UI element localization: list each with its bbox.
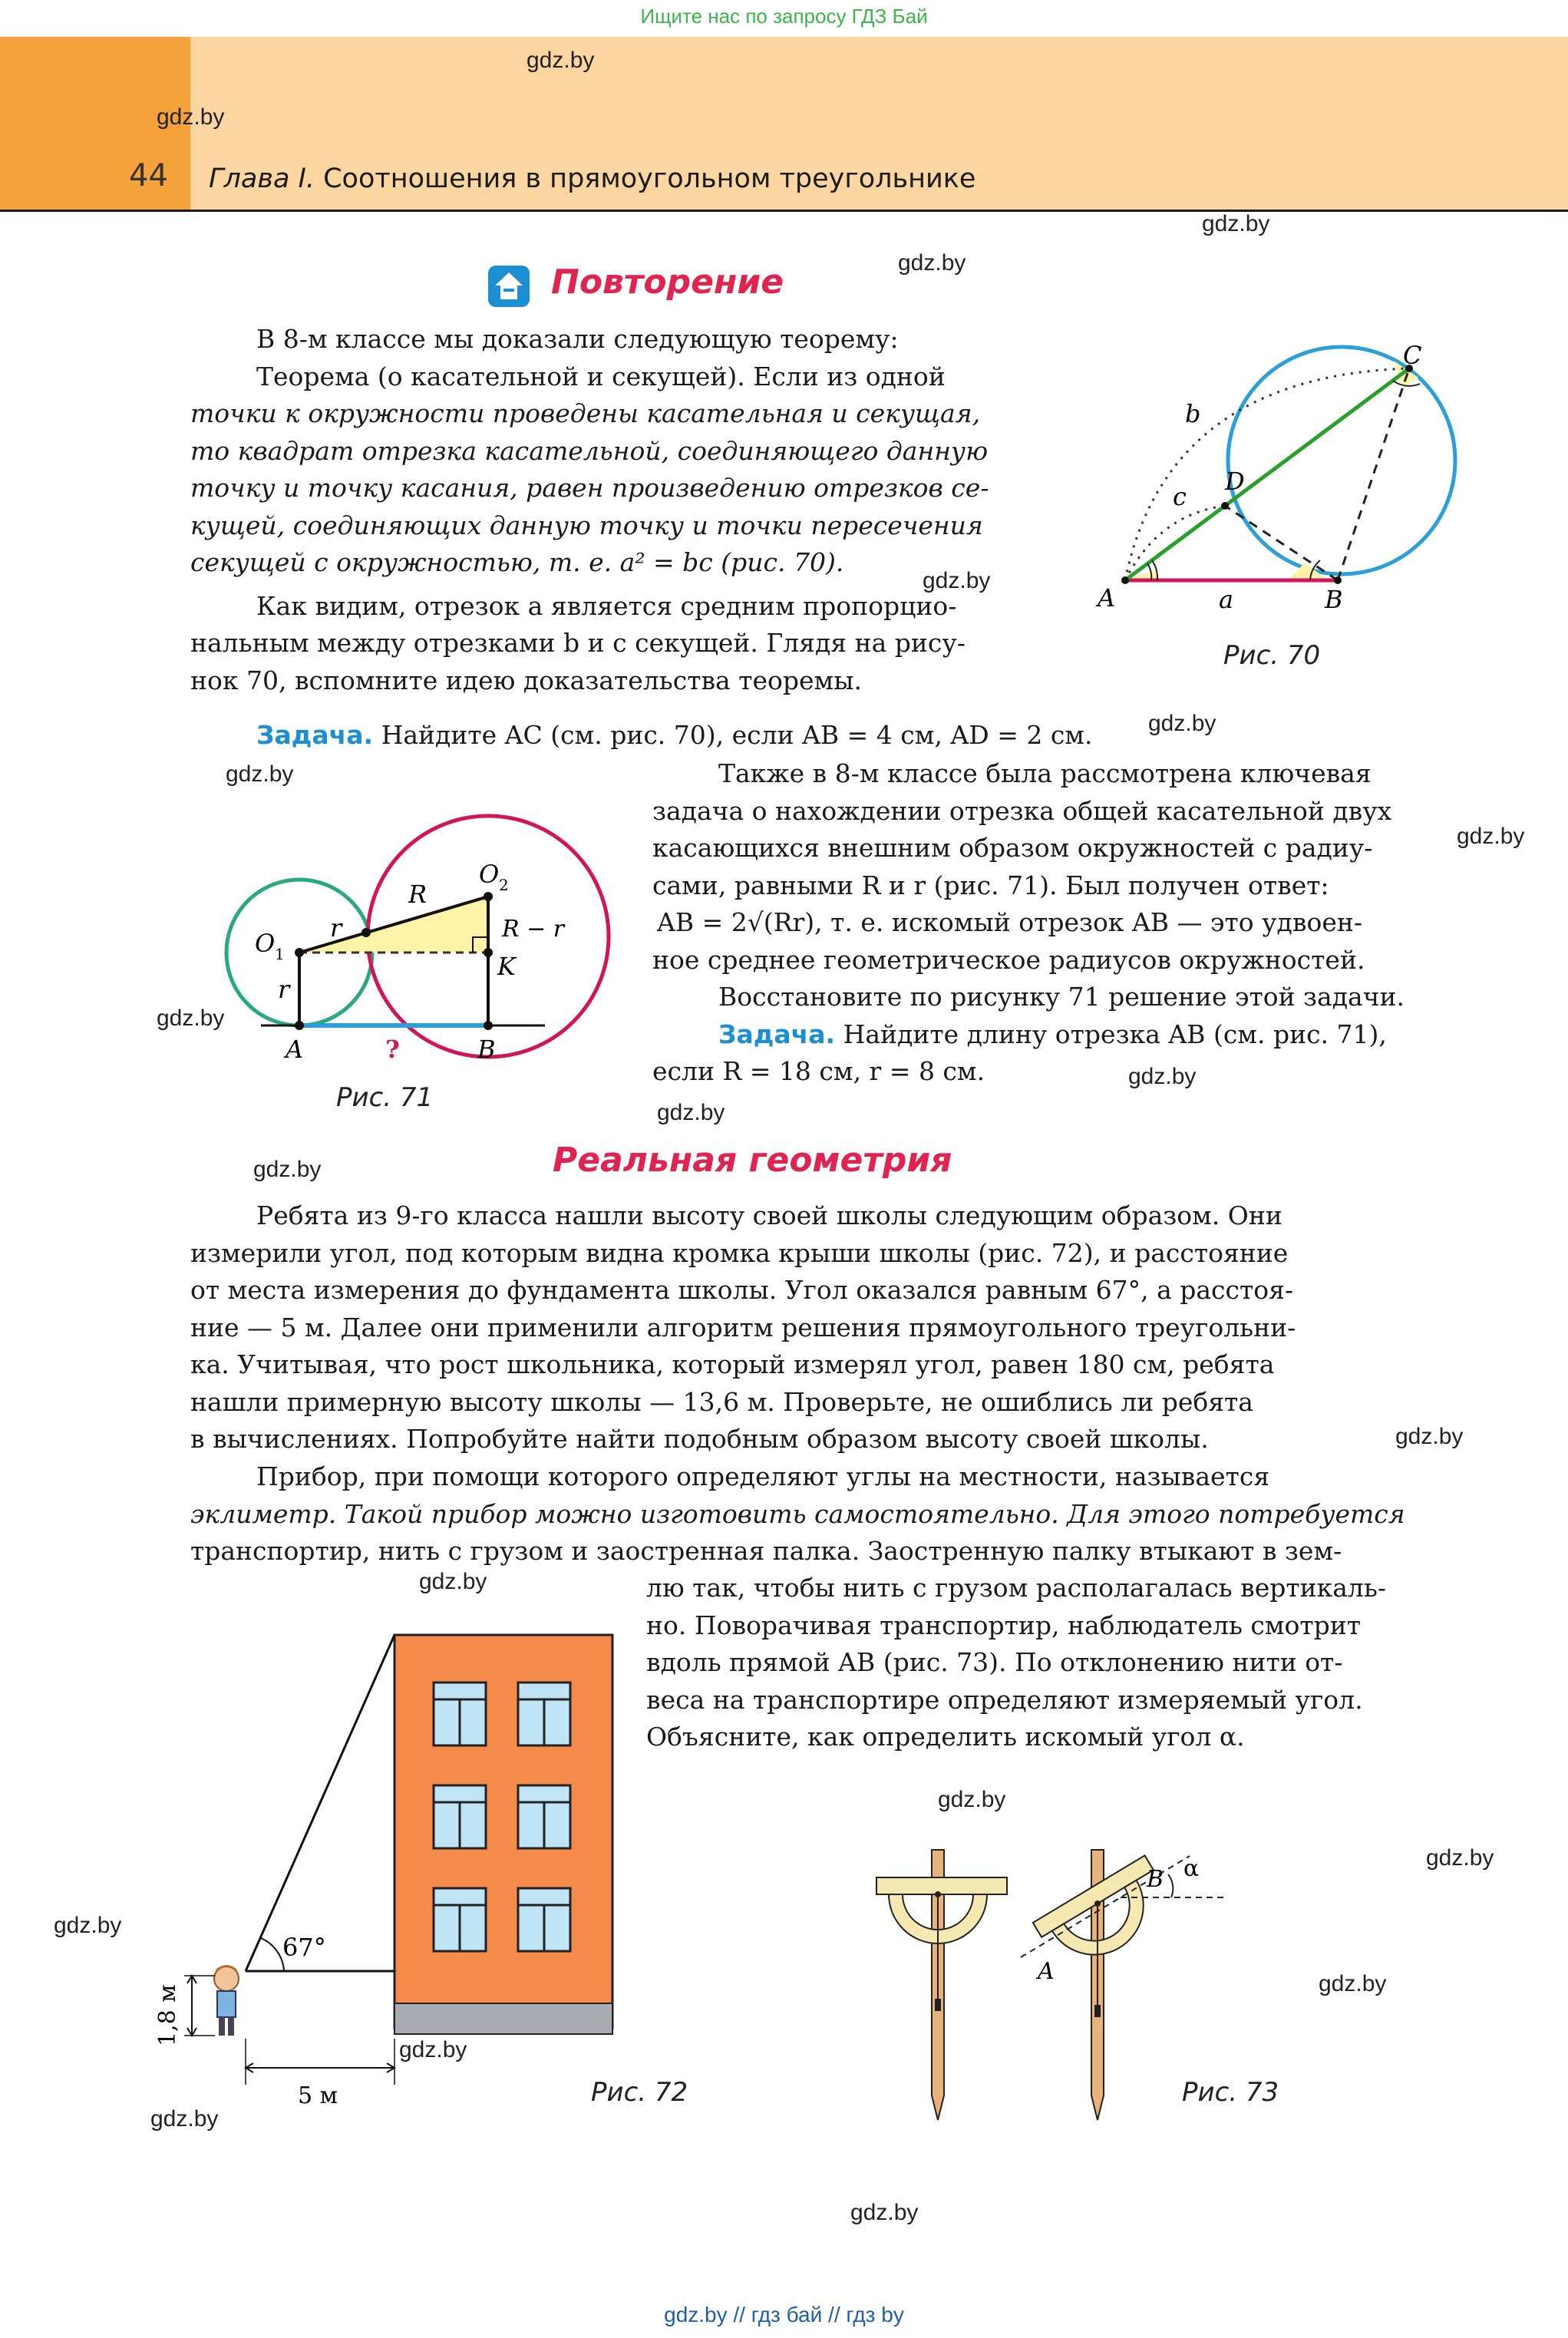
label-a: a [1219,585,1234,614]
task-text: Найдите длину отрезка AB (см. рис. 71), [843,1019,1387,1049]
text-line: Теорема (о касательной и секущей). Если из одной [256,361,946,391]
real-geometry-para-1 [190,1197,1457,1458]
text-line: точку и точку касания, равен произведению отрезков се- [190,473,989,503]
text-line: эклиметр. Такой прибор можно изготовить самостоятельно. Для этого потребуется [190,1498,1405,1529]
page-number: 44 [129,158,168,193]
watermark: gdz.by [1202,211,1270,236]
label-R-minus-r: R − r [502,916,565,943]
text-line: то квадрат отрезка касательной, соединяющего данную [190,435,989,466]
figure-70 [1074,330,1474,614]
label-r-top: r [330,913,342,943]
footer-links[interactable]: gdz.by // гдз бай // гдз by [664,2303,904,2326]
watermark: gdz.by [923,568,991,593]
chapter-name: Соотношения в прямоугольном треугольнике [323,163,976,194]
label-B: B [1325,585,1343,614]
task-text: Найдите AC (см. рис. 70), если AB = 4 см, AD = 2 см. [381,720,1093,750]
watermark: gdz.by [226,761,294,787]
text-line: Ребята из 9-го класса нашли высоту своей школы следующим образом. Они [256,1200,1282,1230]
chapter-label: Глава I. [209,163,315,194]
label-C: C [1403,341,1422,370]
text-line: нок 70, вспомните идею доказательства теоремы. [190,665,862,695]
fig70-caption: Рис. 70 [1223,640,1321,671]
figure-72 [107,1612,629,2118]
label-b: b [1185,399,1201,428]
label-O2-sub: 2 [499,876,509,894]
distance-label: 5 м [298,2082,338,2109]
watermark: gdz.by [1128,1064,1197,1089]
label-B: B [1147,1866,1164,1893]
text-line: ка. Учитывая, что рост школьника, который измерял угол, равен 180 см, ребята [190,1349,1275,1379]
real-geometry-title: Реальная геометрия [553,1141,952,1180]
label-O1-sub: 1 [275,945,285,963]
label-O1: O [255,929,276,958]
fig73-caption: Рис. 73 [1182,2077,1279,2108]
home-icon [488,266,530,307]
watermark: gdz.by [657,1100,725,1125]
label-D: D [1225,467,1245,496]
text-line: транспортир, нить с грузом и заостренная палка. Заостренную палку втыкают в зем- [190,1536,1342,1566]
text-line: нашли примерную высоту школы — 13,6 м. Проверьте, не ошиблись ли ребята [190,1386,1253,1417]
watermark: gdz.by [399,2037,467,2062]
watermark: gdz.by [1457,824,1525,849]
watermark: gdz.by [1395,1424,1464,1449]
real-geometry-para-2 [190,1458,1457,1570]
text-line: но. Поворачивая транспортир, наблюдатель смотрит [646,1610,1362,1640]
text-line: если R = 18 см, r = 8 см. [652,1056,985,1086]
real-geometry-para-2-right [646,1570,1452,1756]
label-A: A [1038,1958,1055,1985]
text-line: касающихся внешним образом окружностей с радиу- [652,833,1373,863]
watermark: gdz.by [157,104,225,130]
task-1 [256,717,1147,755]
text-line: Также в 8-м классе была рассмотрена ключевая [718,758,1372,788]
text-line: задача о нахождении отрезка общей касательной двух [652,795,1392,826]
text-line: ное среднее геометрическое радиусов окружностей. [652,944,1365,975]
text-line: точки к окружности проведены касательная и секущая, [190,398,981,428]
text-line: от места измерения до фундамента школы. Угол оказался равным 67°, а расстоя- [190,1275,1294,1305]
label-K: K [497,952,516,981]
figure-71 [215,798,629,1075]
angle-label: 67° [282,1933,326,1962]
text-line: В 8-м классе мы доказали следующую теорему: [256,324,899,354]
school-building [394,1635,612,2028]
watermark: gdz.by [157,1006,225,1031]
text-line: веса на транспортире определяют измеряемый угол. [646,1684,1363,1715]
text-line: в вычислениях. Попробуйте найти подобным образом высоту своей школы. [190,1424,1209,1454]
text-line: вдоль прямой AB (рис. 73). По отклонению нити от- [646,1647,1343,1677]
label-r-left: r [278,975,290,1004]
key-problem-text [652,755,1451,1091]
text-line: сами, равными R и r (рис. 71). Был получен ответ: [652,870,1329,900]
circle [1228,347,1455,574]
text-line: Прибор, при помощи которого определяют углы на местности, называется [256,1461,1270,1491]
fig72-caption: Рис. 72 [591,2077,688,2108]
watermark: gdz.by [1426,1845,1494,1871]
label-question: ? [385,1035,400,1064]
review-text [190,321,1058,699]
eclimeter-vertical [876,1850,1007,2120]
fig71-caption: Рис. 71 [336,1082,434,1113]
chapter-title [209,163,975,194]
watermark: gdz.by [1148,711,1216,736]
header-divider [0,210,1568,212]
task-label: Задача. [718,1019,836,1049]
text-line: нальным между отрезками b и c секущей. Глядя на рису- [190,628,966,658]
label-A: A [286,1035,304,1064]
task-label: Задача. [256,720,374,750]
watermark: gdz.by [253,1157,322,1182]
watermark: gdz.by [150,2106,219,2132]
watermark: gdz.by [850,2200,919,2225]
text-line: AB = 2√(Rr), т. е. искомый отрезок AB — это удвоен- [657,907,1362,937]
text-line: Восстановите по рисунку 71 решение этой задачи. [718,982,1405,1012]
label-c: c [1173,482,1187,511]
watermark: gdz.by [419,1569,487,1594]
text-line: Объясните, как определить искомый угол α. [646,1722,1245,1752]
watermark: gdz.by [54,1913,122,1938]
label-R: R [408,880,427,909]
text-line: лю так, чтобы нить с грузом располагалась вертикаль- [646,1573,1386,1603]
height-label: 1,8 м [154,1984,181,2046]
text-line: Как видим, отрезок a является средним пропорцио- [256,590,957,621]
label-B: B [477,1035,496,1064]
text-line: секущей с окружностью, т. е. a² = bc (рис. 70). [190,547,844,577]
text-line: ние — 5 м. Далее они применили алгоритм решения прямоугольного треугольни- [190,1312,1296,1342]
text-line: измерили угол, под которым видна кромка крыши школы (рис. 72), и расстояние [190,1237,1289,1268]
watermark: gdz.by [527,48,595,73]
label-A: A [1098,583,1116,613]
watermark: gdz.by [898,250,966,276]
review-title: Повторение [551,263,784,302]
student-figure [214,1965,239,2036]
top-banner: Ищите нас по запросу ГДЗ Бай [640,5,928,28]
label-alpha: α [1183,1855,1200,1882]
watermark: gdz.by [1319,1971,1387,1996]
label-O2: O [479,860,500,889]
text-line: кущей, соединяющих данную точку и точки пересечения [190,510,983,540]
watermark: gdz.by [938,1787,1006,1812]
